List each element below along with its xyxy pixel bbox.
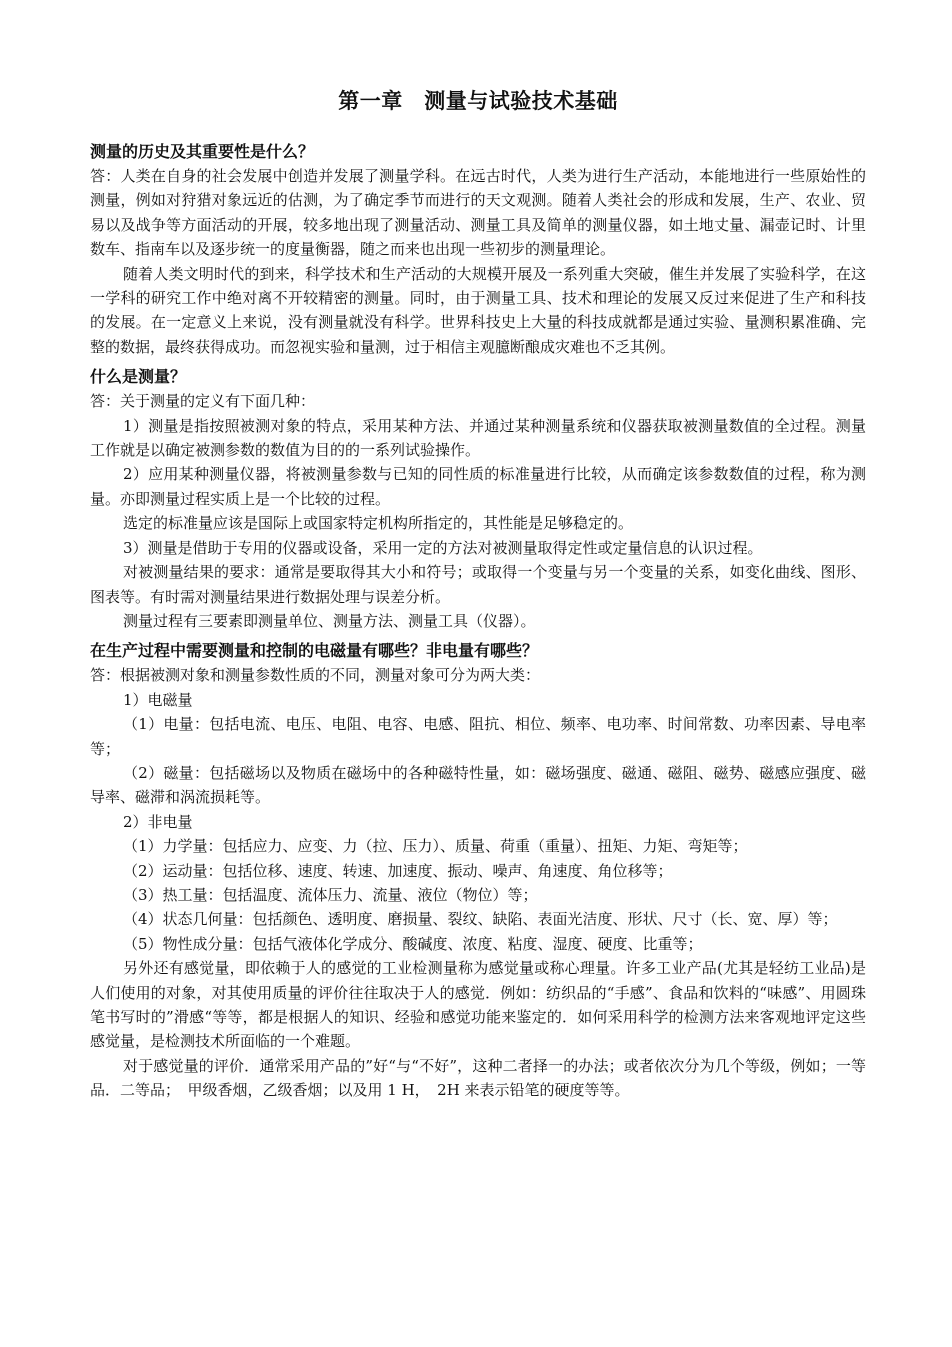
list-item: （1）力学量：包括应力、应变、力（拉、压力）、质量、荷重（重量）、扭矩、力矩、弯矩等；	[123, 837, 748, 856]
paragraph: 测量过程有三要素即测量单位、测量方法、测量工具（仪器）。	[123, 611, 536, 630]
list-heading-non-electric: 2）非电量	[123, 812, 193, 831]
list-item: （3）热工量：包括温度、流体压力、流量、液位（物位）等；	[123, 885, 538, 904]
paragraph: 答：人类在自身的社会发展中创造并发展了测量学科。在远古时代，人类为进行生产活动，本能地进行一些原始性的测量，例如对狩猎对象远近的估测，为了确定季节而进行的天文观测。随着人类社会的形成和发展，生产、农业、贸易以及战争等方面活动的开展，较多地出现了测量活动、测量工具及简单的测量仪器，如土地丈量、漏壶记时、计里数车、指南车以及逐步统一的度量衡器，随之而来也出现一些初步的测量理论。	[90, 167, 866, 259]
list-heading-electromagnetic: 1）电磁量	[123, 690, 193, 709]
document-page	[90, 86, 866, 1103]
paragraph: 答：根据被测对象和测量参数性质的不同，测量对象可分为两大类：	[90, 666, 541, 685]
paragraph: 另外还有感觉量，即依赖于人的感觉的工业检测量称为感觉量或称心理量。许多工业产品(尤其是轻纺工业品)是人们使用的对象，对其使用质量的评价往往取决于人的感觉．例如：纺织品的“手感”、食品和饮料的“味感”、用圆珠笔书写时的”滑感“等等，都是根据人的知识、经验和感觉功能来鉴定的．如何采用科学的检测方法来客观地评定这些感觉量，是检测技术所面临的一个难题。	[90, 959, 866, 1051]
list-item: （1）电量：包括电流、电压、电阻、电容、电感、阻抗、相位、频率、电功率、时间常数、功率因素、导电率等；	[90, 715, 866, 758]
list-item: （2）磁量：包括磁场以及物质在磁场中的各种磁特性量，如：磁场强度、磁通、磁阻、磁势、磁感应强度、磁导率、磁滞和涡流损耗等。	[90, 763, 866, 807]
list-item: （5）物性成分量：包括气液体化学成分、酸碱度、浓度、粘度、湿度、硬度、比重等；	[123, 934, 703, 953]
paragraph: 2）应用某种测量仪器，将被测量参数与已知的同性质的标准量进行比较，从而确定该参数数值的过程，称为测量。亦即测量过程实质上是一个比较的过程。	[90, 465, 866, 508]
list-item: （2）运动量：包括位移、速度、转速、加速度、振动、噪声、角速度、角位移等；	[123, 861, 673, 880]
section-heading-definition: 什么是测量？	[90, 367, 187, 387]
paragraph: 答：关于测量的定义有下面几种：	[90, 392, 316, 411]
chapter-title: 第一章 测量与试验技术基础	[338, 89, 618, 113]
paragraph: 3）测量是借助于专用的仪器或设备，采用一定的方法对被测量取得定性或定量信息的认识过程。	[123, 538, 763, 557]
paragraph: 随着人类文明时代的到来，科学技术和生产活动的大规模开展及一系列重大突破，催生并发展了实验科学，在这一学科的研究工作中绝对离不开较精密的测量。同时，由于测量工具、技术和理论的发展又反过来促进了生产和科技的发展。在一定意义上来说，没有测量就没有科学。世界科技史上大量的科技成就都是通过实验、量测积累准确、完整的数据，最终获得成功。而忽视实验和量测，过于相信主观臆断酿成灾难也不乏其例。	[90, 264, 866, 356]
list-item: （4）状态几何量：包括颜色、透明度、磨损量、裂纹、缺陷、表面光洁度、形状、尺寸（长、宽、厚）等；	[123, 910, 838, 929]
paragraph: 选定的标准量应该是国际上或国家特定机构所指定的，其性能是足够稳定的。	[123, 514, 634, 533]
paragraph: 1）测量是指按照被测对象的特点，采用某种方法、并通过某种测量系统和仪器获取被测量数值的全过程。测量工作就是以确定被测参数的数值为目的的一系列试验操作。	[90, 416, 866, 460]
section-heading-history: 测量的历史及其重要性是什么？	[90, 142, 315, 161]
paragraph: 对于感觉量的评价．通常采用产品的”好“与“不好”，这种二者择一的办法；或者依次分为几个等级，例如；一等品．二等品； 甲级香烟，乙级香烟；以及用 1 H， 2H 来表示铅笔的硬度等等。	[90, 1056, 866, 1100]
section-heading-quantities: 在生产过程中需要测量和控制的电磁量有哪些？非电量有哪些？	[90, 641, 539, 661]
paragraph: 对被测量结果的要求：通常是要取得其大小和符号；或取得一个变量与另一个变量的关系，如变化曲线、图形、图表等。有时需对测量结果进行数据处理与误差分析。	[90, 563, 866, 606]
